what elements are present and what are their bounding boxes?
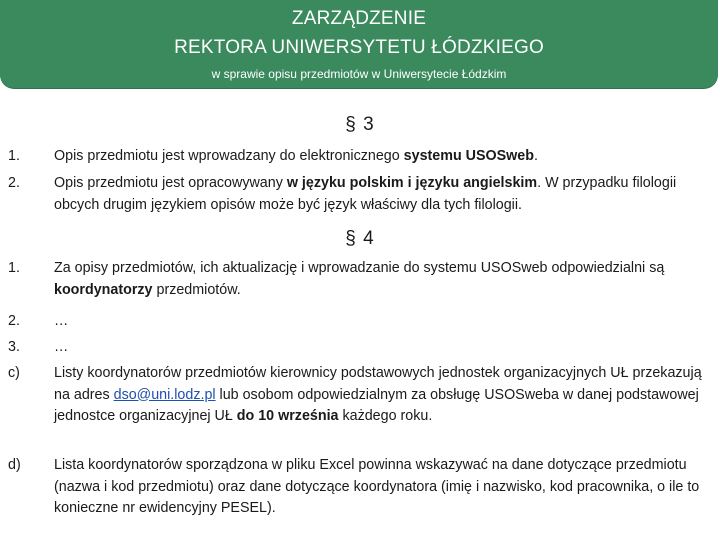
item-number: 1. xyxy=(8,148,20,164)
item-text: Opis przedmiotu jest wprowadzany do elektronicznego systemu USOSweb. xyxy=(54,148,538,164)
title-line-2: REKTORA UNIWERSYTETU ŁÓDZKIEGO xyxy=(174,37,544,58)
email-link[interactable]: dso@uni.lodz.pl xyxy=(113,386,216,403)
item-number: 2. xyxy=(8,313,20,329)
item-number: 1. xyxy=(8,260,20,276)
header-banner xyxy=(0,0,718,88)
section-3-heading: § 3 xyxy=(345,114,375,135)
item-text: Opis przedmiotu jest opracowywany w języku polskim i języku angielskim. W przypadku filologii obcych drugim językiem opisów może być język właściwy dla tych filologii. xyxy=(54,175,677,213)
item-number: d) xyxy=(8,457,21,473)
item-number: 2. xyxy=(8,175,20,191)
item-text: … xyxy=(54,313,69,329)
item-text: Za opisy przedmiotów, ich aktualizację i wprowadzanie do systemu USOSweb odpowiedzialni są koordynatorzy przedmiotów. xyxy=(54,260,665,298)
item-text: Lista koordynatorów sporządzona w pliku Excel powinna wskazywać na dane dotyczące przedmiotu (nazwa i kod przedmiotu) oraz dane dotyczące koordynatora (imię i nazwisko, kod pracownika, o ile to konieczne nr ewidencyjny PESEL). xyxy=(54,457,700,516)
item-text: … xyxy=(54,339,69,355)
item-number: c) xyxy=(8,365,20,381)
subtitle: w sprawie opisu przedmiotów w Uniwersytecie Łódzkim xyxy=(211,67,507,81)
item-number: 3. xyxy=(8,339,20,355)
title-line-1: ZARZĄDZENIE xyxy=(291,8,427,29)
item-text: Listy koordynatorów przedmiotów kierownicy podstawowych jednostek organizacyjnych UŁ przekazują na adres dso@uni.lodz.pl lub osobom odpowiedzialnym za obsługę USOSweba w danej podstawowej jednostce organizacyjnej UŁ do 10 września każdego roku. xyxy=(54,365,702,424)
section-4-heading: § 4 xyxy=(345,228,375,249)
